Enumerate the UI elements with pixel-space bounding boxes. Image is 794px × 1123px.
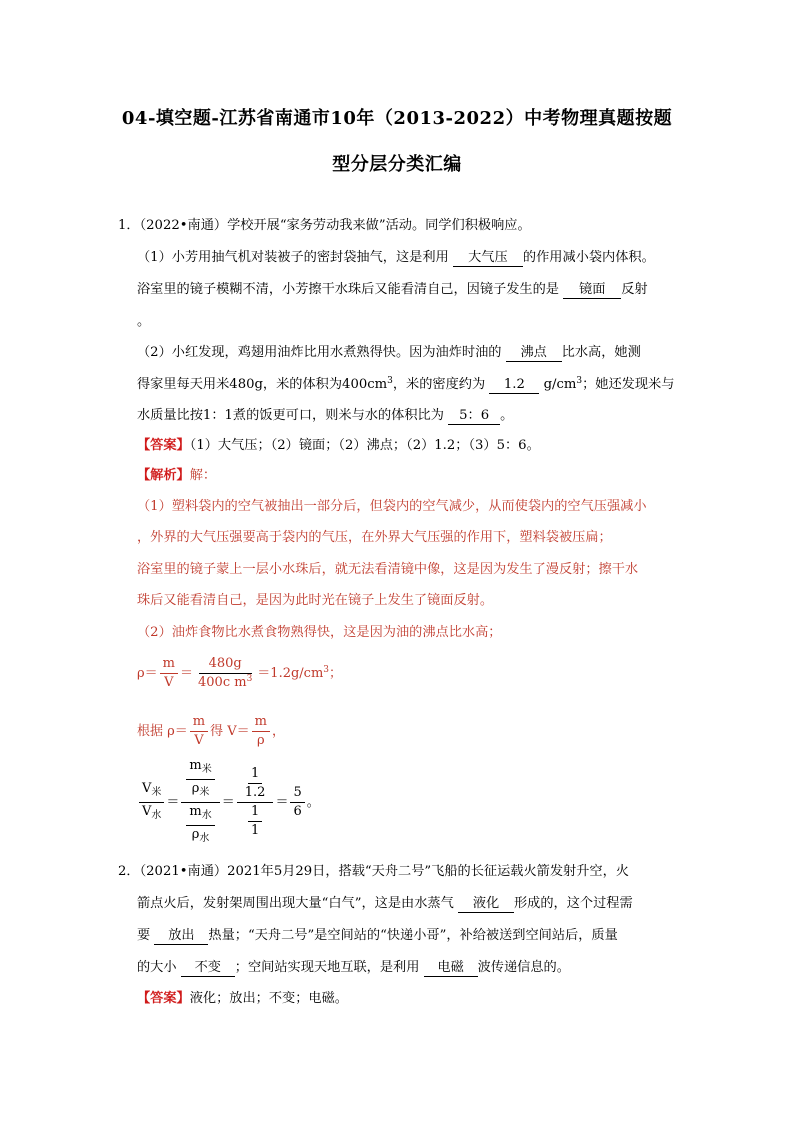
subscript: 米 — [199, 787, 210, 798]
symbol: m — [189, 804, 202, 819]
q1-line-5 — [137, 375, 674, 395]
q1-text: 反射 — [621, 282, 648, 297]
q2-text: （2021•南通）2021年5月29日，搭载“天舟二号”飞船的长征运载火箭发射升空，火 — [139, 864, 629, 879]
symbol: V — [142, 804, 152, 819]
fraction-one-over-onetwo — [242, 765, 269, 802]
q1-intro — [118, 216, 531, 236]
q2-text: 的大小 — [137, 960, 177, 975]
fraction-one-over-one — [248, 803, 262, 840]
denominator: ρ — [256, 733, 265, 748]
q1-analysis-4: 珠后又能看清自己，是因为此时光在镜子上发生了镜面反射。 — [137, 593, 494, 608]
subscript: 水 — [199, 833, 210, 844]
q1-analysis-2: ，外界的大气压强要高于袋内的气压，在外界大气压强的作用下，塑料袋被压扁； — [137, 530, 612, 545]
eq-text: ， — [271, 724, 285, 739]
fraction-compound-values — [237, 765, 274, 840]
eq-text: ρ＝ — [137, 666, 158, 681]
q1-answer — [137, 436, 540, 456]
q1-text: 浴室里的镜子模糊不清，小芳擦干水珠后又能看清自己，因镜子发生的是 — [137, 282, 559, 297]
fraction-five-six — [290, 784, 304, 821]
q1-text: 的作用减小袋内体积。 — [522, 250, 655, 265]
fraction-m-rho-mi — [186, 757, 214, 802]
analysis-lead: 解： — [189, 468, 217, 483]
q1-text: 。 — [500, 408, 514, 423]
eq-result: ＝1.2g/cm — [257, 666, 324, 681]
fraction-m-over-v — [190, 713, 208, 750]
eq-text: ； — [329, 666, 343, 681]
fraction-m-rho-shui — [186, 803, 214, 848]
eq-text: 得 V＝ — [210, 724, 250, 739]
q1-text: 水质量比按1：1煮的饭更可口，则米与水的体积比为 — [137, 408, 444, 423]
q1-blank-3: 沸点 — [506, 345, 562, 362]
q1-analysis-3: 浴室里的镜子蒙上一层小水珠后，就无法看清镜中像，这是因为发生了漫反射；擦干水 — [137, 562, 639, 577]
answer-text: 液化；放出；不变；电磁。 — [189, 991, 348, 1006]
denominator: 1.2 — [244, 785, 266, 800]
q2-blank-3: 不变 — [181, 960, 235, 977]
q2-text: 箭点火后，发射架周围出现大量“白气”，这是由水蒸气 — [137, 896, 454, 911]
q1-text: （2）小红发现，鸡翅用油炸比用水煮熟得快。因为油炸时油的 — [137, 345, 502, 360]
denominator-text: 400c m — [198, 675, 247, 690]
page-title-line-2: 型分层分类汇编 — [332, 154, 462, 175]
q1-text: ；她还发现米与 — [582, 377, 675, 392]
numerator — [186, 803, 214, 826]
symbol: V — [142, 781, 152, 796]
numerator: 1 — [248, 803, 262, 822]
subscript: 水 — [151, 810, 162, 821]
q1-line-2 — [137, 280, 648, 300]
superscript: 3 — [576, 376, 583, 386]
numerator — [139, 780, 164, 803]
numerator — [237, 765, 274, 803]
eq-text: 根据 ρ＝ — [137, 724, 188, 739]
analysis-tag: 【解析】 — [137, 468, 190, 483]
q2-blank-4: 电磁 — [424, 960, 478, 977]
denominator — [189, 780, 213, 802]
fraction-m-over-rho — [252, 713, 270, 750]
q2-text: 形成的，这个过程需 — [514, 896, 633, 911]
answer-tag: 【答案】 — [137, 991, 190, 1006]
q2-text: 热量；“天舟二号”是空间站的“快递小哥”，补给被送到空间站后，质量 — [208, 928, 618, 943]
q1-text: 比水高，她测 — [561, 345, 641, 360]
denominator — [139, 803, 164, 825]
q2-text: ；空间站实现天地互联，是利用 — [234, 960, 420, 975]
numerator: 1 — [248, 765, 262, 784]
subscript: 米 — [151, 787, 162, 798]
q1-text: 得家里每天用米480g，米的体积为400cm — [137, 377, 388, 392]
superscript: 3 — [246, 674, 253, 684]
q2-blank-1: 液化 — [458, 896, 514, 913]
denominator — [181, 803, 219, 848]
symbol: ρ — [191, 781, 200, 796]
superscript: 3 — [387, 376, 393, 386]
numerator: 5 — [290, 784, 304, 803]
fraction-v-ratio — [139, 780, 164, 825]
q1-text: ，米的密度约为 — [392, 377, 486, 392]
q1-blank-1: 大气压 — [453, 250, 523, 267]
denominator — [243, 803, 267, 840]
q1-number: 1． — [118, 218, 140, 233]
numerator: m — [252, 713, 270, 732]
q1-blank-5: 5：6 — [448, 408, 500, 425]
q1-line-4 — [137, 343, 641, 363]
subscript: 水 — [201, 810, 212, 821]
q2-number: 2． — [118, 864, 140, 879]
volume-equation — [137, 713, 285, 750]
eq-text: ＝ — [166, 795, 180, 810]
numerator: 480g — [199, 655, 252, 674]
eq-text: 。 — [306, 795, 320, 810]
denominator: V — [194, 733, 204, 748]
q2-line-1 — [118, 862, 629, 882]
answer-tag: 【答案】 — [137, 438, 190, 453]
q2-text: 波传递信息的。 — [477, 960, 570, 975]
q1-line-1 — [137, 248, 655, 268]
q1-blank-4: 1.2 — [489, 377, 539, 394]
page-title-line-1: 04-填空题-江苏省南通市10年（2013-2022）中考物理真题按题 — [121, 108, 673, 129]
denominator — [195, 674, 255, 692]
subscript: 米 — [201, 764, 212, 775]
q2-answer — [137, 989, 348, 1009]
numerator: m — [160, 655, 178, 674]
q2-blank-2: 放出 — [154, 928, 208, 945]
numerator — [181, 757, 219, 803]
ratio-equation — [137, 757, 320, 848]
eq-text: ＝ — [221, 795, 235, 810]
denominator: 1 — [250, 823, 260, 838]
symbol: ρ — [191, 827, 200, 842]
superscript: 3 — [323, 665, 330, 675]
q2-line-2 — [137, 894, 633, 914]
numerator: m — [190, 713, 208, 732]
fraction-values — [195, 655, 255, 692]
q1-blank-2: 镜面 — [563, 282, 621, 299]
density-equation — [137, 655, 342, 692]
q2-line-4 — [137, 958, 570, 978]
answer-text: （1）大气压；（2）镜面；（2）沸点；（2）1.2；（3）5：6。 — [189, 438, 540, 453]
q1-line-6 — [137, 406, 513, 426]
eq-text: ＝ — [179, 666, 193, 681]
q1-analysis-5: （2）油炸食物比水煮食物熟得快，这是因为油的沸点比水高； — [137, 625, 502, 640]
denominator: V — [164, 675, 174, 690]
denominator: 6 — [293, 804, 302, 819]
denominator — [189, 826, 213, 848]
fraction-compound — [181, 757, 219, 848]
eq-text: ＝ — [275, 795, 289, 810]
q2-line-3 — [137, 926, 618, 946]
q1-text: （1）小芳用抽气机对装被子的密封袋抽气，这是利用 — [137, 250, 449, 265]
numerator — [186, 757, 214, 780]
symbol: m — [189, 758, 202, 773]
fraction-m-over-v — [160, 655, 178, 692]
q1-line-3: 。 — [137, 314, 151, 329]
q1-analysis-heading — [137, 466, 216, 486]
q1-text: g/cm — [543, 377, 577, 392]
q1-intro-text: （2022•南通）学校开展“家务劳动我来做”活动。同学们积极响应。 — [139, 218, 531, 233]
q2-text: 要 — [137, 928, 151, 943]
q1-analysis-1: （1）塑料袋内的空气被抽出一部分后，但袋内的空气减少，从而使袋内的空气压强减小 — [137, 499, 647, 514]
